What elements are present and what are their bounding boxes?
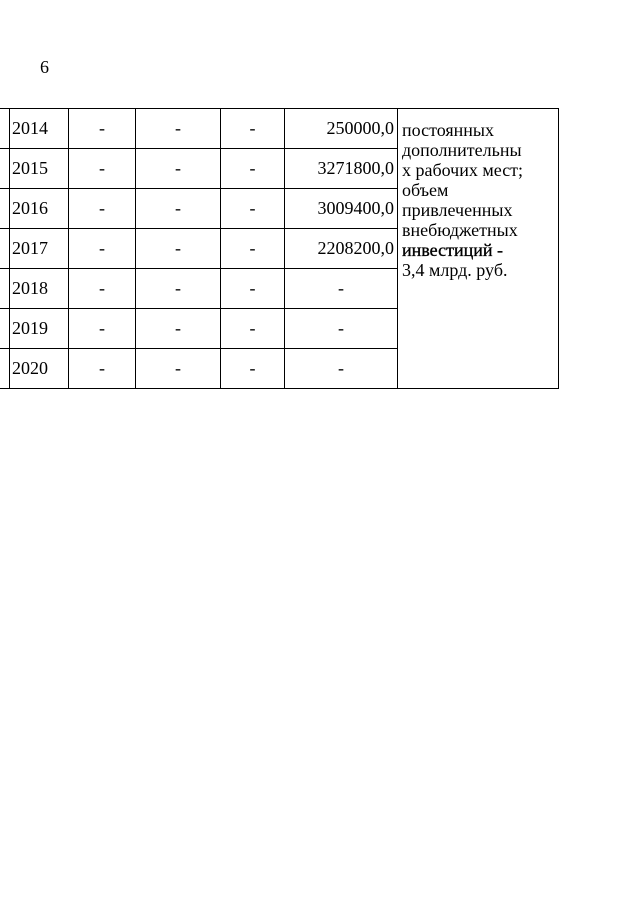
value-cell: - xyxy=(221,109,285,149)
year-cell: 2017 xyxy=(10,229,69,269)
stub-cell xyxy=(0,349,10,389)
year-cell: 2019 xyxy=(10,309,69,349)
value-cell: - xyxy=(136,109,221,149)
value-cell: - xyxy=(69,149,136,189)
value-cell: - xyxy=(221,229,285,269)
note-line: привлеченных xyxy=(402,200,513,220)
year-cell: 2020 xyxy=(10,349,69,389)
table-row xyxy=(0,109,559,149)
note-line: внебюджетных xyxy=(402,220,518,240)
value-cell: - xyxy=(69,309,136,349)
year-cell: 2014 xyxy=(10,109,69,149)
note-line: дополнительны xyxy=(402,140,522,160)
stub-cell xyxy=(0,189,10,229)
value-cell: - xyxy=(136,149,221,189)
year-cell: 2016 xyxy=(10,189,69,229)
value-cell: - xyxy=(69,229,136,269)
stub-cell xyxy=(0,229,10,269)
value-cell: - xyxy=(221,349,285,389)
value-cell: - xyxy=(69,189,136,229)
note-line: объем xyxy=(402,180,449,200)
page-number: 6 xyxy=(40,57,49,77)
stub-cell xyxy=(0,269,10,309)
value-cell: - xyxy=(136,229,221,269)
value-cell: - xyxy=(136,269,221,309)
year-cell: 2015 xyxy=(10,149,69,189)
note-line: 3,4 млрд. руб. xyxy=(402,260,508,280)
note-cell xyxy=(398,109,559,389)
note-line: х рабочих мест; xyxy=(402,160,524,180)
amount-cell: - xyxy=(285,349,398,389)
stub-cell xyxy=(0,109,10,149)
note-line: инвестиций - xyxy=(402,240,503,260)
amount-cell: 250000,0 xyxy=(285,109,398,149)
amount-cell: 2208200,0 xyxy=(285,229,398,269)
stub-cell xyxy=(0,149,10,189)
value-cell: - xyxy=(221,309,285,349)
amount-cell: - xyxy=(285,269,398,309)
value-cell: - xyxy=(221,189,285,229)
amount-cell: 3271800,0 xyxy=(285,149,398,189)
value-cell: - xyxy=(69,109,136,149)
year-cell: 2018 xyxy=(10,269,69,309)
value-cell: - xyxy=(136,349,221,389)
funding-table xyxy=(0,108,559,389)
value-cell: - xyxy=(69,349,136,389)
value-cell: - xyxy=(69,269,136,309)
amount-cell: 3009400,0 xyxy=(285,189,398,229)
note-line: постоянных xyxy=(402,120,494,140)
value-cell: - xyxy=(136,309,221,349)
stub-cell xyxy=(0,309,10,349)
value-cell: - xyxy=(221,149,285,189)
amount-cell: - xyxy=(285,309,398,349)
value-cell: - xyxy=(221,269,285,309)
value-cell: - xyxy=(136,189,221,229)
